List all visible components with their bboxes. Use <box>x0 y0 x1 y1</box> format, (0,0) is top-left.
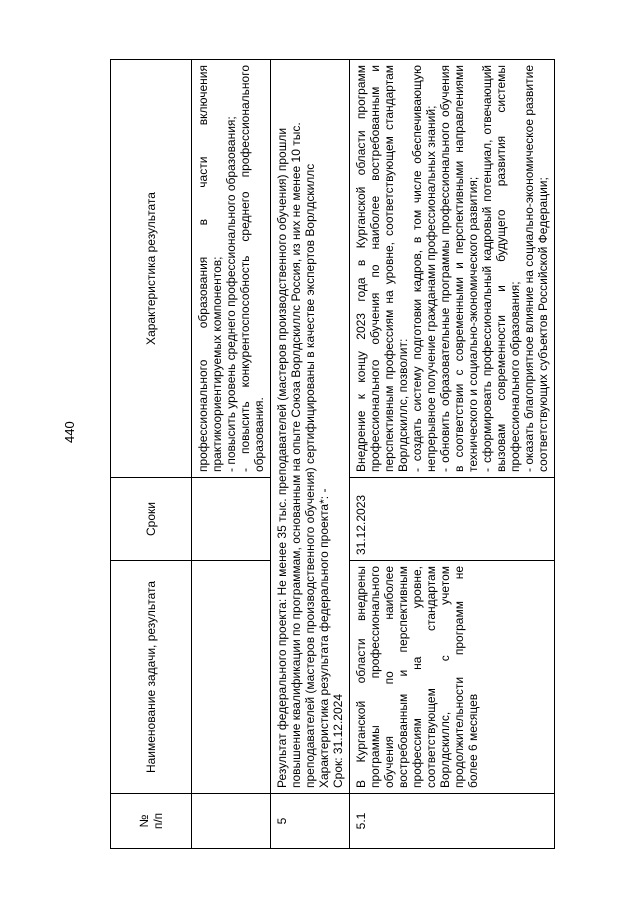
table-row <box>192 60 271 849</box>
row-5-1-date: 31.12.2023 <box>350 478 555 561</box>
header-result-description: Характеристика результата <box>111 60 192 478</box>
page-number: 440 <box>62 421 77 443</box>
row-cont-name <box>192 561 271 794</box>
row-5-1-name: В Курганской области внедрены программы профессионального обучения по наиболее востребованным и перспективным профессиям на уровне, соответствующем стандартам Ворлдскиллс, с учетом продолжительности программ не более 6 месяцев <box>350 561 555 794</box>
row-5-federal-result: Результат федерального проекта: Не менее 35 тыс. преподавателей (мастеров производственного обучения) прошли повышение квалификации по программам, основанным на опыте Союза Ворлдскиллс Россия, из них не менее 10 тыс. преподавателей (мастеров производственного обучения) сертифицированы в качестве экспертов Ворлдскиллс Характеристика результата федерального проекта*: - Срок: 31.12.2024 <box>271 60 350 794</box>
header-number: № п/п <box>111 794 192 849</box>
row-cont-number <box>192 794 271 849</box>
header-deadline: Сроки <box>111 478 192 561</box>
table-header-row <box>111 60 192 849</box>
results-table <box>110 59 555 849</box>
table-row <box>271 60 350 849</box>
row-cont-date <box>192 478 271 561</box>
row-cont-description: профессионального образования в части включения практикоориентируемых компонентов; - повысить уровень среднего профессионального образования; - повысить конкурентоспособность среднего профессионального образования. <box>192 60 271 478</box>
header-task-name: Наименование задачи, результата <box>111 561 192 794</box>
row-5-1-number: 5.1 <box>350 794 555 849</box>
row-5-number: 5 <box>271 794 350 849</box>
table-row <box>350 60 555 849</box>
row-5-1-description: Внедрение к концу 2023 года в Курганской области программ профессионального обучения по наиболее востребованным и перспективным профессиям на уровне, соответствующем стандартам Ворлдскиллс, позволит: - создать систему подготовки кадров, в том числе обеспечивающую непрерывное получение гражданами профессиональных знаний; - обновить образовательные программы профессионального обучения в соответствии с современными и перспективными направлениями технического и социально-экономического развития; - сформировать профессиональный кадровый потенциал, отвечающий вызовам современности и будущего развития системы профессионального образования; - оказать благоприятное влияние на социально-экономическое развитие соответствующих субъектов Российской Федерации; <box>350 60 555 478</box>
